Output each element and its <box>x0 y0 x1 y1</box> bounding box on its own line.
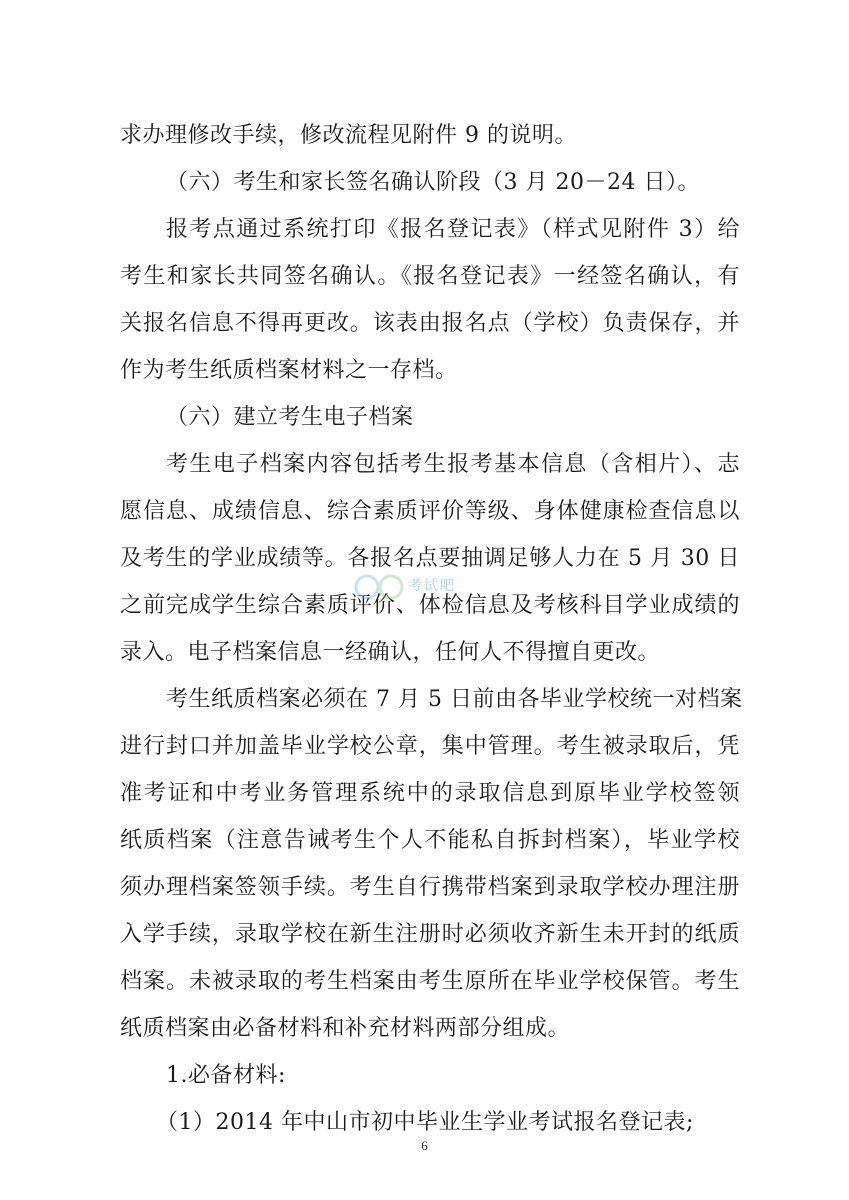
text-line: 录入。电子档案信息一经确认，任何人不得擅自更改。 <box>120 640 661 665</box>
text-line: 愿信息、成绩信息、综合素质评价等级、身体健康检查信息以 <box>120 499 740 524</box>
text-line: 作为考生纸质档案材料之一存档。 <box>120 358 458 383</box>
section-heading: （六）考生和家长签名确认阶段（3 月 20－24 日）。 <box>166 170 700 195</box>
text-line: 档案。未被录取的考生档案由考生原所在毕业学校保管。考生 <box>120 969 740 994</box>
text-line: 考生和家长共同签名确认。《报名登记表》一经签名确认，有 <box>120 264 740 289</box>
text-line: 纸质档案（注意告诫考生个人不能私自拆封档案），毕业学校 <box>120 828 740 853</box>
text-line: 须办理档案签领手续。考生自行携带档案到录取学校办理注册 <box>120 875 740 900</box>
section-heading: （六）建立考生电子档案 <box>166 405 414 430</box>
text-line: 纸质档案由必备材料和补充材料两部分组成。 <box>120 1016 571 1041</box>
list-item: （1）2014 年中山市初中毕业生学业考试报名登记表; <box>156 1110 694 1135</box>
text-line: 求办理修改手续，修改流程见附件 9 的说明。 <box>120 123 577 148</box>
watermark-text: 考试吧 <box>408 578 456 594</box>
list-heading: 1.必备材料: <box>166 1063 286 1088</box>
text-line: 准考证和中考业务管理系统中的录取信息到原毕业学校签领 <box>120 781 740 806</box>
text-line: 之前完成学生综合素质评价、体检信息及考核科目学业成绩的 <box>120 593 740 618</box>
text-line: 入学手续，录取学校在新生注册时必须收齐新生未开封的纸质 <box>120 922 740 947</box>
text-line: 关报名信息不得再更改。该表由报名点（学校）负责保存，并 <box>120 311 740 336</box>
text-line: 考生纸质档案必须在 7 月 5 日前由各毕业学校统一对档案 <box>166 687 743 712</box>
text-line: 进行封口并加盖毕业学校公章，集中管理。考生被录取后，凭 <box>120 734 740 759</box>
page-number: 6 <box>421 1138 428 1153</box>
text-line: 及考生的学业成绩等。各报名点要抽调足够人力在 5 月 30 日 <box>120 546 740 571</box>
text-line: 考生电子档案内容包括考生报考基本信息（含相片）、志 <box>166 452 740 477</box>
text-line: 报考点通过系统打印《报名登记表》（样式见附件 3）给 <box>166 217 740 242</box>
